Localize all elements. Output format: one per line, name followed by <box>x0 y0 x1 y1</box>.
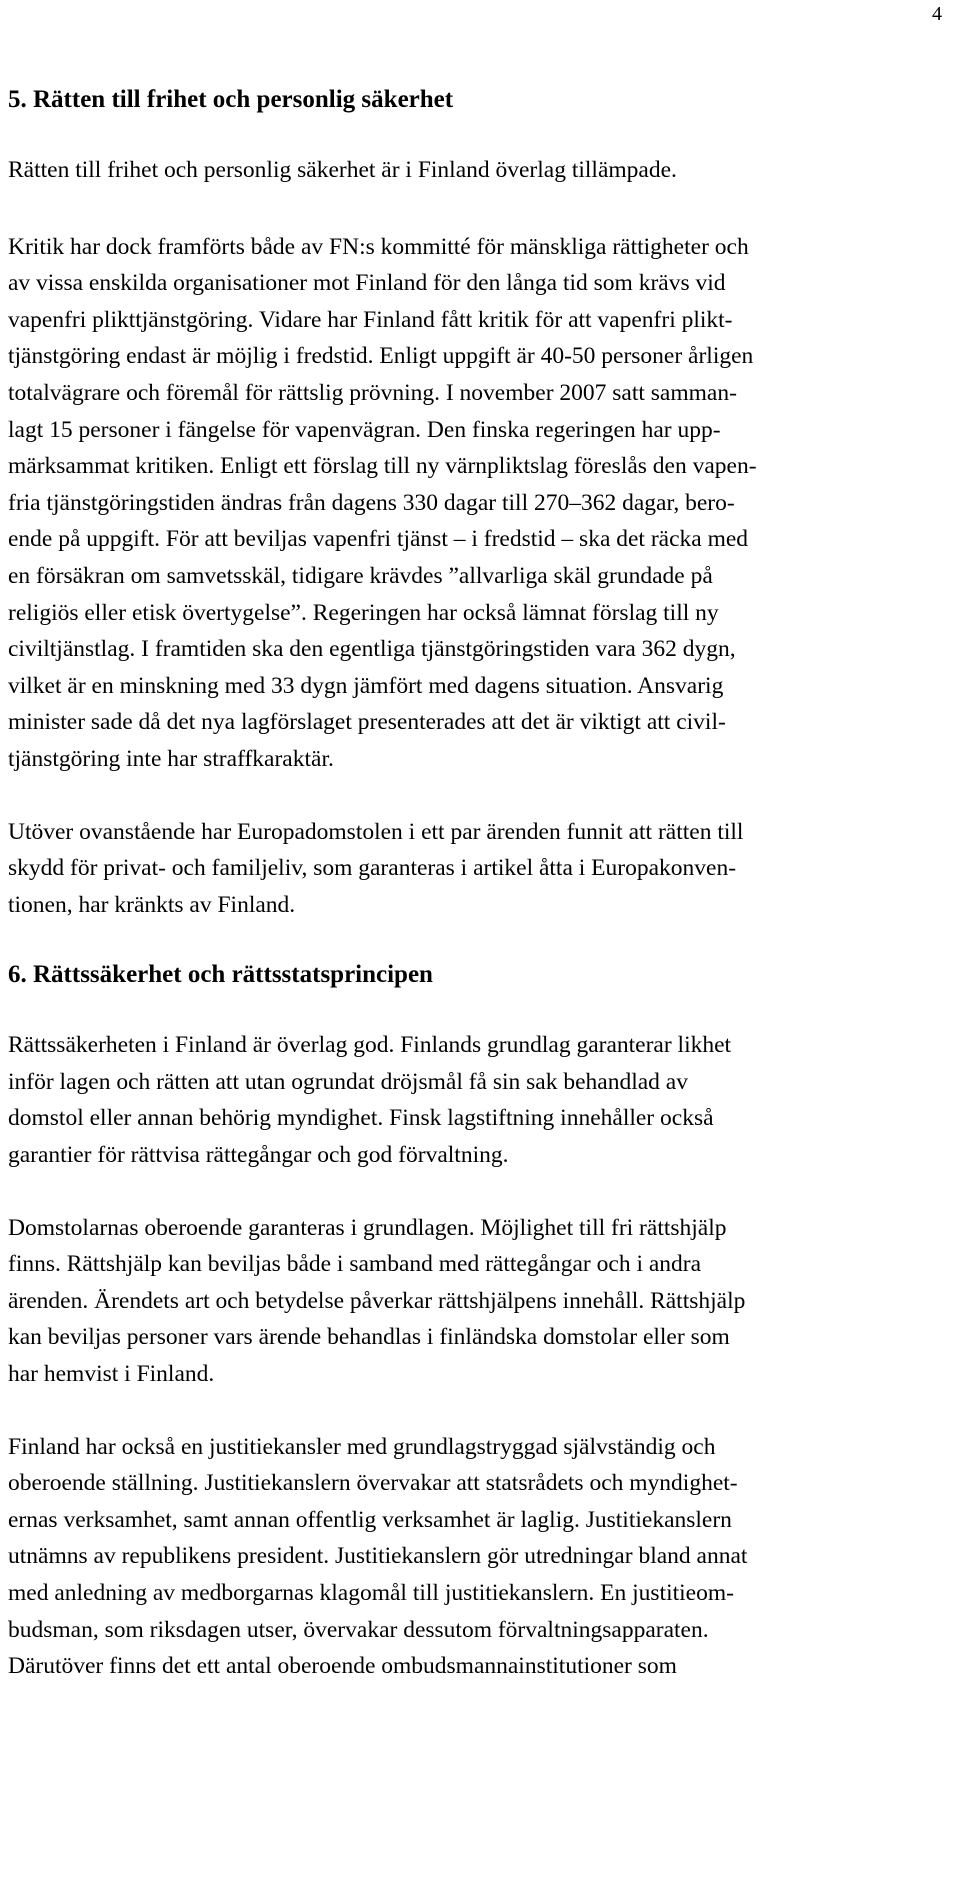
page-number: 4 <box>932 3 942 25</box>
text-line: Domstolarnas oberoende garanteras i grundlagen. Möjlighet till fri rättshjälp <box>8 1214 727 1241</box>
text-line: ernas verksamhet, samt annan offentlig verksamhet är laglig. Justitiekanslern <box>8 1506 732 1533</box>
text-line: oberoende ställning. Justitiekanslern övervakar att statsrådets och myndighet- <box>8 1470 738 1497</box>
text-line: budsman, som riksdagen utser, övervakar dessutom förvaltningsapparaten. <box>8 1616 709 1643</box>
text-line: av vissa enskilda organisationer mot Finland för den långa tid som krävs vid <box>8 270 726 297</box>
paragraph <box>8 814 948 924</box>
paragraph <box>8 152 948 189</box>
text-line: Utöver ovanstående har Europadomstolen i ett par ärenden funnit att rätten till <box>8 818 744 845</box>
text-line: Kritik har dock framförts både av FN:s kommitté för mänskliga rättigheter och <box>8 233 749 260</box>
section-5 <box>8 82 948 923</box>
text-line: domstol eller annan behörig myndighet. Finsk lagstiftning innehåller också <box>8 1105 714 1132</box>
text-line: Därutöver finns det ett antal oberoende ombudsmannainstitutioner som <box>8 1653 677 1680</box>
text-line: lagt 15 personer i fängelse för vapenvägran. Den finska regeringen har upp- <box>8 416 721 443</box>
text-line: kan beviljas personer vars ärende behandlas i finländska domstolar eller som <box>8 1324 730 1351</box>
text-line: religiös eller etisk övertygelse”. Regeringen har också lämnat förslag till ny <box>8 599 719 626</box>
text-line: minister sade då det nya lagförslaget presenterades att det är viktigt att civil- <box>8 709 726 736</box>
text-line: inför lagen och rätten att utan ogrundat dröjsmål få sin sak behandlad av <box>8 1068 688 1095</box>
section-heading: 6. Rättssäkerhet och rättsstatsprincipen <box>8 961 433 989</box>
text-line: vilket är en minskning med 33 dygn jämfört med dagens situation. Ansvarig <box>8 672 724 699</box>
text-line: finns. Rättshjälp kan beviljas både i samband med rättegångar och i andra <box>8 1251 702 1278</box>
text-line: ende på uppgift. För att beviljas vapenfri tjänst – i fredstid – ska det räcka med <box>8 526 749 553</box>
section-heading: 5. Rätten till frihet och personlig säkerhet <box>8 86 454 113</box>
text-line: totalvägrare och föremål för rättslig prövning. I november 2007 satt samman- <box>8 379 737 406</box>
text-line: Rätten till frihet och personlig säkerhet är i Finland överlag tillämpade. <box>8 157 677 183</box>
text-line: har hemvist i Finland. <box>8 1361 215 1388</box>
text-line: fria tjänstgöringstiden ändras från dagens 330 dagar till 270–362 dagar, bero- <box>8 489 735 516</box>
paragraph <box>8 1027 948 1173</box>
text-line: Rättssäkerheten i Finland är överlag god. Finlands grundlag garanterar likhet <box>8 1032 732 1059</box>
paragraph <box>8 1210 948 1393</box>
text-line: märksammat kritiken. Enligt ett förslag till ny värnpliktslag föreslås den vapen- <box>8 453 757 480</box>
paragraph <box>8 1429 948 1685</box>
section-6 <box>8 957 948 1685</box>
text-line: ärenden. Ärendets art och betydelse påverkar rättshjälpens innehåll. Rättshjälp <box>8 1287 746 1314</box>
text-line: Finland har också en justitiekansler med grundlagstryggad självständig och <box>8 1433 716 1460</box>
text-line: en försäkran om samvetsskäl, tidigare krävdes ”allvarliga skäl grundade på <box>8 562 713 589</box>
text-line: civiltjänstlag. I framtiden ska den egentliga tjänstgöringstiden vara 362 dygn, <box>8 636 736 663</box>
text-line: tionen, har kränkts av Finland. <box>8 891 296 918</box>
text-line: skydd för privat- och familjeliv, som garanteras i artikel åtta i Europakonven- <box>8 855 737 882</box>
text-line: garantier för rättvisa rättegångar och god förvaltning. <box>8 1142 509 1169</box>
text-line: med anledning av medborgarnas klagomål till justitiekanslern. En justitieom- <box>8 1580 734 1606</box>
text-line: tjänstgöring endast är möjlig i fredstid. Enligt uppgift är 40-50 personer årligen <box>8 343 754 370</box>
paragraph <box>8 229 948 778</box>
document-body <box>8 82 948 1685</box>
text-line: utnämns av republikens president. Justitiekanslern gör utredningar bland annat <box>8 1543 748 1570</box>
text-line: tjänstgöring inte har straffkaraktär. <box>8 745 334 772</box>
text-line: vapenfri plikttjänstgöring. Vidare har Finland fått kritik för att vapenfri plikt- <box>8 306 733 333</box>
